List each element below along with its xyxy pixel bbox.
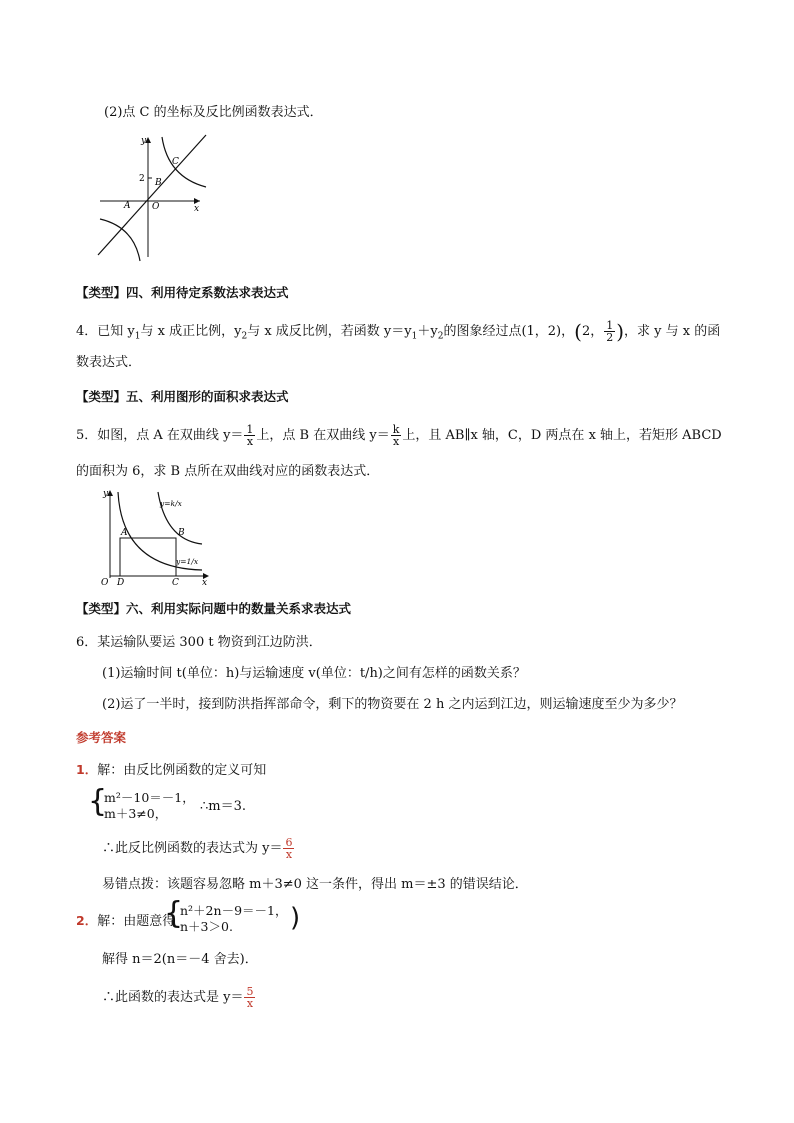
q3-part2-text: (2)点 C 的坐标及反比例函数表达式．	[104, 105, 323, 120]
answer1-note: 易错点拨：该题容易忽略 m＋3≠0 这一条件，得出 m＝±3 的错误结论．	[102, 877, 528, 892]
answer1-fraction: $\frac{6}{x}$	[285, 836, 293, 861]
type5-heading: 【类型】五、利用图形的面积求表达式	[76, 389, 289, 404]
graph1-point-a: A	[124, 201, 131, 211]
graph-rectangle-hyperbolas	[96, 486, 216, 588]
graph2-origin: O	[101, 578, 109, 588]
graph1-tick-2: 2	[139, 174, 145, 184]
answer1-conclusion: ∴m＝3.	[200, 799, 247, 814]
q4-line2: 数表达式．	[76, 355, 142, 370]
answer2-solve: 解得 n＝2(n＝－4 舍去)．	[102, 952, 258, 967]
answer2-brace: {	[164, 896, 184, 931]
graph2-point-d: D	[117, 578, 125, 588]
graph2-curve-1-label: y=1/x	[176, 557, 199, 566]
type4-heading: 【类型】四、利用待定系数法求表达式	[76, 285, 289, 300]
graph2-point-c: C	[172, 578, 179, 588]
q6-part1: (1)运输时间 t(单位：h)与运输速度 v(单位：t/h)之间有怎样的函数关系？	[102, 666, 526, 681]
answer2-eq2: n＋3＞0.	[180, 919, 233, 934]
graph2-x-label: x	[202, 578, 208, 588]
q4-line1: 4．已知 $y_1$与 x 成正比例，$y_2$与 x 成反比例，若函数 $y=y_1+y_2$的图象经过点(1，2)，(2， $\frac{1}{2}$ )，求 y 与 x 的函	[76, 319, 721, 344]
answer1-expression: ∴此反比例函数的表达式为 y＝ $\frac{6}{x}$	[102, 836, 293, 861]
graph1-origin: O	[152, 202, 160, 212]
q6-part2: (2)运了一半时，接到防洪指挥部命令，剩下的物资要在 2 h 之内运到江边，则运输速度至少为多少？	[102, 697, 683, 712]
answer1-eq1: m²－10＝－1，	[104, 790, 195, 805]
graph2-curve-k-label: y=k/x	[160, 499, 182, 508]
graph2-point-a: A	[121, 528, 128, 538]
answer1-brace: {	[88, 784, 108, 819]
q5-fraction-k: $\frac{k}{x}$	[392, 423, 400, 448]
graph-hyperbola-line	[94, 131, 214, 266]
q4-number: 4．	[76, 324, 98, 339]
graph1-y-label: y	[141, 136, 147, 146]
type6-heading: 【类型】六、利用实际问题中的数量关系求表达式	[76, 601, 352, 616]
answer2-number: 2．	[76, 913, 98, 928]
answer1-eq2: m＋3≠0，	[104, 806, 168, 821]
q6-number: 6．	[76, 635, 98, 650]
q5-line2: 的面积为 6，求 B 点所在双曲线对应的函数表达式．	[76, 464, 380, 479]
answer2-intro: 2．解：由题意得	[76, 913, 176, 929]
graph2-point-b: B	[178, 528, 185, 538]
graph1-x-label: x	[194, 204, 200, 214]
answer2-expression: ∴此函数的表达式是 y＝ $\frac{5}{x}$	[102, 985, 254, 1010]
graph1-point-c: C	[172, 157, 179, 167]
answer1-intro: 1．解：由反比例函数的定义可知	[76, 762, 267, 778]
q5-line1: 5．如图，点 A 在双曲线 y＝ $\frac{1}{x}$ 上，点 B 在双曲线 y＝ $\frac{k}{x}$ 上，且 AB∥x 轴，C，D 两点在 x 轴上，若矩形 ABCD	[76, 423, 722, 448]
q5-fraction-1: $\frac{1}{x}$	[246, 423, 254, 448]
answer2-fraction: $\frac{5}{x}$	[246, 985, 254, 1010]
answers-title: 参考答案	[76, 730, 127, 745]
q4-fraction: $\frac{1}{2}$	[606, 319, 614, 344]
graph2-y-label: y	[103, 489, 109, 499]
graph1-point-b: B	[155, 178, 162, 188]
answer2-eq1: n²＋2n－9＝－1，	[180, 903, 288, 918]
answer2-close-paren: )	[290, 903, 301, 933]
q6-line1: 6．某运输队要运 300 t 物资到江边防洪．	[76, 635, 322, 650]
answer1-number: 1．	[76, 762, 98, 777]
q5-number: 5．	[76, 428, 98, 443]
